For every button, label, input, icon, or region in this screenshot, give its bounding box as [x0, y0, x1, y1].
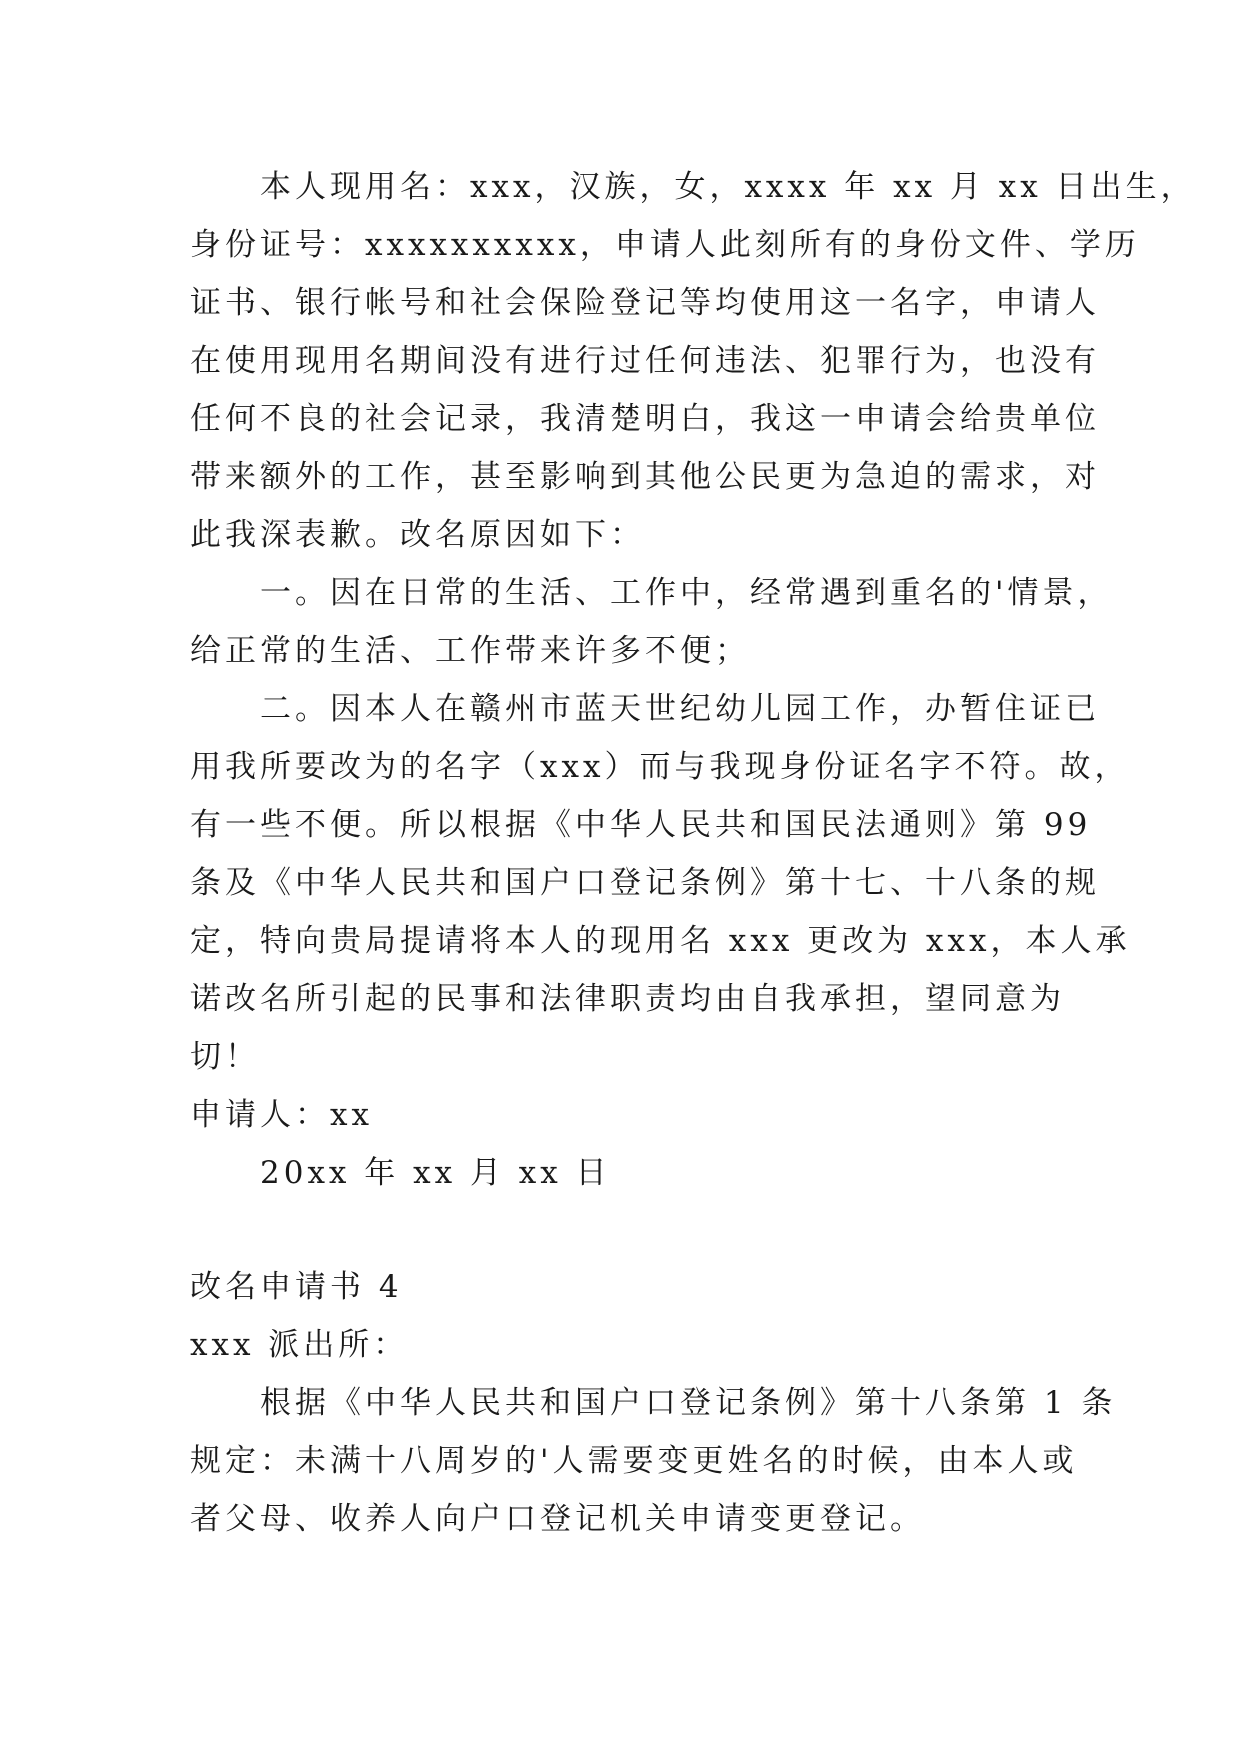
reason-two — [190, 680, 1131, 1086]
applicant-signature — [190, 1086, 1060, 1144]
section-title-text: 改名申请书 4 — [190, 1269, 403, 1305]
text-line: 者父母、收养人向户口登记机关申请变更登记。 — [190, 1501, 925, 1537]
text-line: 用我所要改为的名字（xxx）而与我现身份证名字不符。故， — [190, 749, 1130, 785]
text-line: 二。因本人在赣州市蓝天世纪幼儿园工作，办暂住证已 — [190, 691, 1100, 727]
section-title — [190, 1258, 1060, 1316]
date-line: 20xx 年 xx 月 xx 日 — [190, 1155, 611, 1191]
addressee — [190, 1316, 1060, 1374]
text-line: 给正常的生活、工作带来许多不便； — [190, 633, 750, 669]
reason-one — [190, 564, 1113, 680]
paragraph-intro — [190, 158, 1196, 564]
text-line: 切！ — [190, 1039, 260, 1075]
text-line: 条及《中华人民共和国户口登记条例》第十七、十八条的规 — [190, 865, 1100, 901]
text-line: 在使用现用名期间没有进行过任何违法、犯罪行为，也没有 — [190, 343, 1100, 379]
applicant-line: 申请人：xx — [190, 1097, 373, 1133]
application-date — [190, 1144, 1060, 1202]
text-line: 证书、银行帐号和社会保险登记等均使用这一名字，申请人 — [190, 285, 1100, 321]
addressee-text: xxx 派出所： — [190, 1327, 409, 1363]
paragraph-regulation — [190, 1374, 1117, 1548]
text-line: 规定：未满十八周岁的'人需要变更姓名的时候，由本人或 — [190, 1443, 1078, 1479]
text-line: 一。因在日常的生活、工作中，经常遇到重名的'情景， — [190, 575, 1113, 611]
text-line: 定，特向贵局提请将本人的现用名 xxx 更改为 xxx，本人承 — [190, 923, 1131, 959]
text-line: 任何不良的社会记录，我清楚明白，我这一申请会给贵单位 — [190, 401, 1100, 437]
text-line: 诺改名所引起的民事和法律职责均由自我承担，望同意为 — [190, 981, 1065, 1017]
text-line: 此我深表歉。改名原因如下： — [190, 517, 645, 553]
text-line: 根据《中华人民共和国户口登记条例》第十八条第 1 条 — [190, 1385, 1117, 1421]
text-line: 身份证号：xxxxxxxxxx，申请人此刻所有的身份文件、学历 — [190, 227, 1140, 263]
text-line: 带来额外的工作，甚至影响到其他公民更为急迫的需求，对 — [190, 459, 1100, 495]
text-line: 有一些不便。所以根据《中华人民共和国民法通则》第 99 — [190, 807, 1092, 843]
text-line: 本人现用名：xxx，汉族，女，xxxx 年 xx 月 xx 日出生， — [190, 169, 1196, 205]
